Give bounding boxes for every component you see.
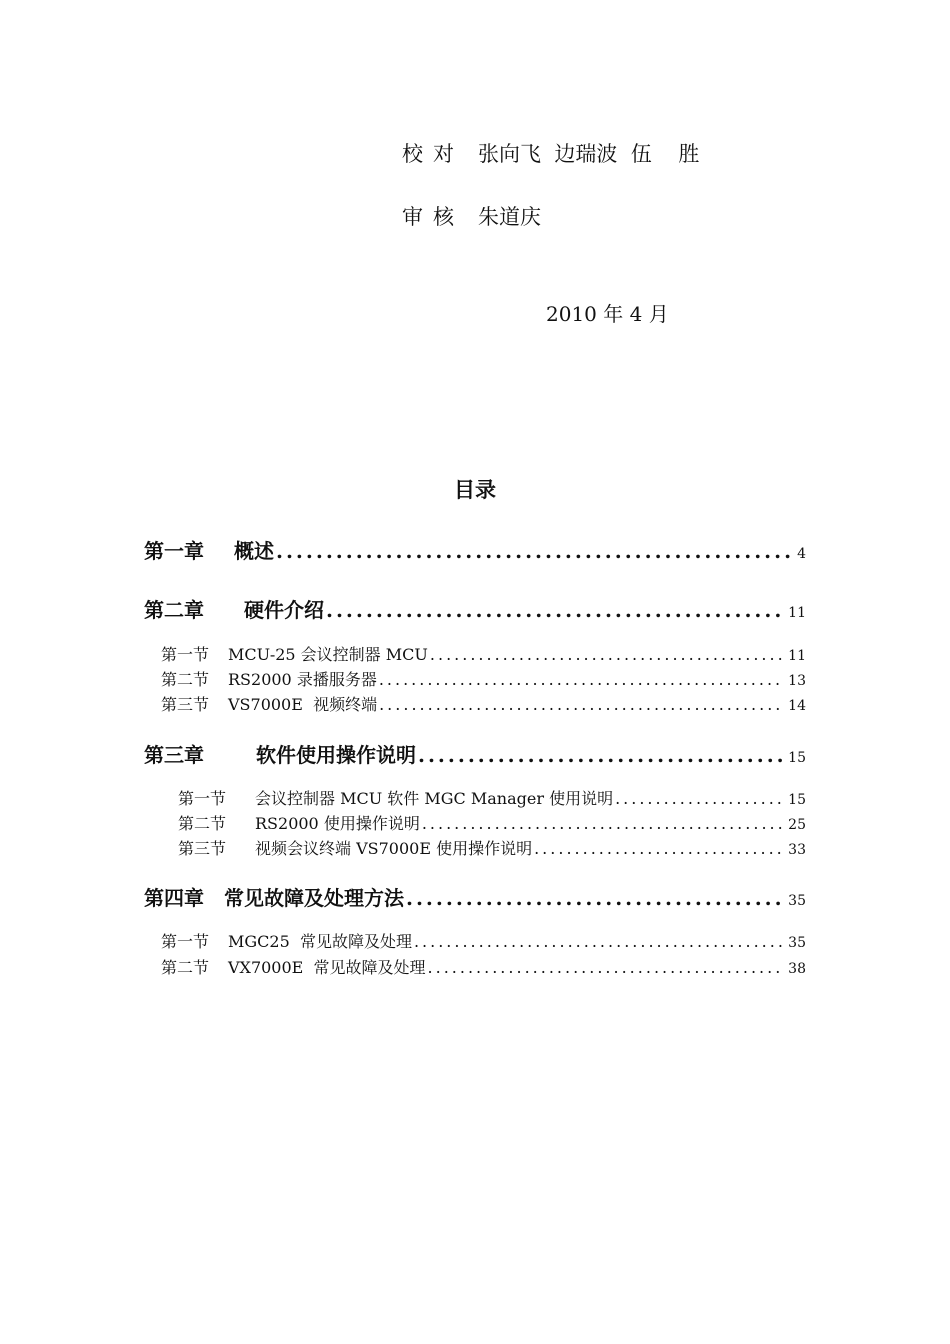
section-title: RS2000 使用操作说明 <box>255 814 420 833</box>
chapter-label: 第四章 <box>144 886 204 910</box>
proofread-line <box>402 138 699 168</box>
chapter-label: 第一章 <box>144 539 204 563</box>
page-number: 11 <box>788 605 806 621</box>
chapter-title: 概述 <box>234 539 274 563</box>
toc-section-2-2[interactable] <box>161 667 806 690</box>
proofread-names: 张向飞 边瑞波 伍 胜 <box>478 142 700 166</box>
page-number: 35 <box>788 935 806 951</box>
review-label: 审核 <box>402 205 464 229</box>
section-label: 第三节 <box>178 839 227 858</box>
page-number: 13 <box>788 673 806 689</box>
page-number: 11 <box>788 648 806 664</box>
review-names: 朱道庆 <box>478 205 541 229</box>
dot-leader <box>379 695 784 714</box>
dot-leader <box>276 539 793 563</box>
chapter-title: 软件使用操作说明 <box>256 743 416 767</box>
section-label: 第二节 <box>161 670 210 689</box>
chapter-title: 硬件介绍 <box>244 598 324 622</box>
section-title: MGC25 常见故障及处理 <box>228 932 412 951</box>
dot-leader <box>379 670 784 689</box>
section-label: 第一节 <box>178 789 227 808</box>
section-title: 视频会议终端 VS7000E 使用操作说明 <box>255 839 533 858</box>
dot-leader <box>418 743 784 767</box>
section-title: VS7000E 视频终端 <box>228 695 378 714</box>
toc-section-3-3[interactable] <box>178 836 806 859</box>
dot-leader <box>428 958 785 977</box>
section-title: RS2000 录播服务器 <box>228 670 377 689</box>
dot-leader <box>430 645 784 664</box>
toc-title: 目录 <box>454 477 496 502</box>
proofread-label: 校对 <box>402 142 464 166</box>
toc-section-2-1[interactable] <box>161 642 806 665</box>
page-number: 35 <box>788 893 806 909</box>
dot-leader <box>615 789 784 808</box>
review-line <box>402 201 541 231</box>
dot-leader <box>422 814 784 833</box>
page-number: 33 <box>788 842 806 858</box>
page-number: 15 <box>788 750 806 766</box>
section-title: MCU-25 会议控制器 MCU <box>228 645 428 664</box>
section-title: VX7000E 常见故障及处理 <box>228 958 426 977</box>
chapter-title: 常见故障及处理方法 <box>224 886 404 910</box>
toc-section-3-2[interactable] <box>178 811 806 834</box>
chapter-label: 第三章 <box>144 743 204 767</box>
document-date: 2010 年 4 月 <box>546 302 669 326</box>
page-number: 14 <box>788 698 806 714</box>
toc-chapter-1[interactable] <box>144 535 806 564</box>
toc-section-4-2[interactable] <box>161 955 806 978</box>
section-label: 第二节 <box>161 958 210 977</box>
section-label: 第二节 <box>178 814 227 833</box>
page-number: 4 <box>797 546 806 562</box>
toc-section-2-3[interactable] <box>161 692 806 715</box>
toc-chapter-3[interactable] <box>144 739 806 768</box>
section-title: 会议控制器 MCU 软件 MGC Manager 使用说明 <box>255 789 614 808</box>
section-label: 第一节 <box>161 645 210 664</box>
toc-chapter-4[interactable] <box>144 882 806 911</box>
section-label: 第三节 <box>161 695 210 714</box>
page-number: 25 <box>788 817 806 833</box>
dot-leader <box>534 839 784 858</box>
chapter-label: 第二章 <box>144 598 204 622</box>
dot-leader <box>326 598 784 622</box>
dot-leader <box>406 886 784 910</box>
toc-section-4-1[interactable] <box>161 929 806 952</box>
toc-section-3-1[interactable] <box>178 786 806 809</box>
dot-leader <box>414 932 784 951</box>
page-number: 15 <box>788 792 806 808</box>
toc-chapter-2[interactable] <box>144 594 806 623</box>
section-label: 第一节 <box>161 932 210 951</box>
page-number: 38 <box>788 961 806 977</box>
